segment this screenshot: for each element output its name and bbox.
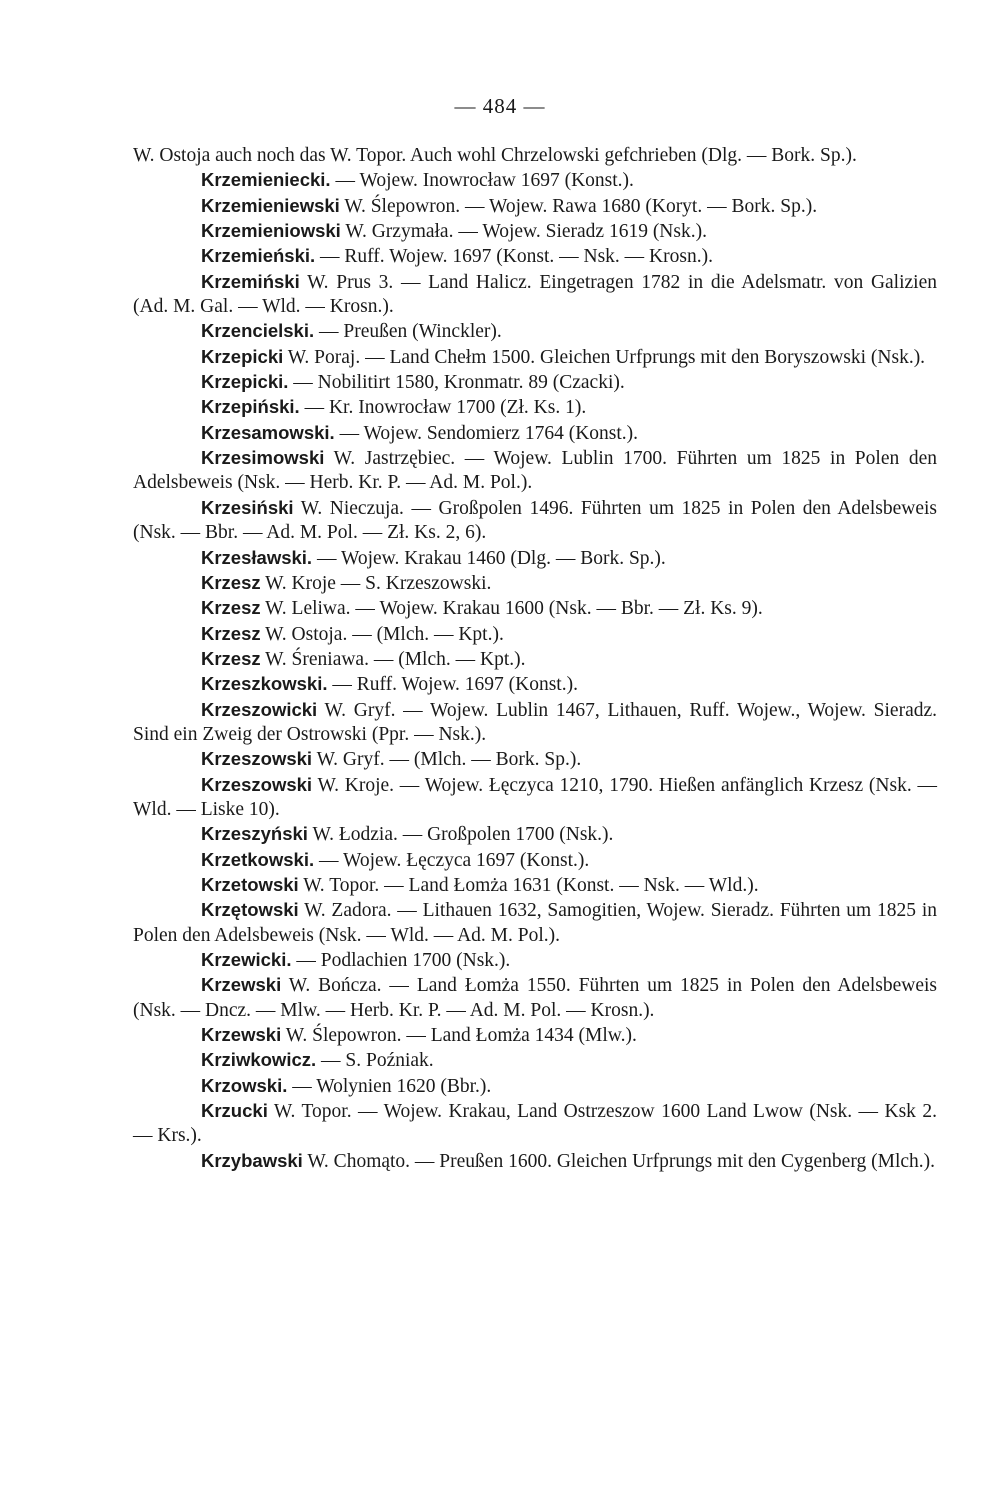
entry-name: Krzesławski. (201, 546, 313, 568)
entry (133, 1099, 937, 1149)
entry-name: Krzepicki (201, 345, 284, 367)
entry (133, 622, 937, 647)
page-number: — 484 — (454, 94, 546, 118)
entry-name: Krzemieński. (201, 245, 316, 267)
entry-name: Krzowski. (201, 1074, 288, 1096)
entry-text: — Wojew. Inowrocław 1697 (Konst.). (330, 170, 634, 192)
entry-name: Krzemieniewski (201, 194, 340, 216)
entry-text: — Nobilitirt 1580, Kronmatr. 89 (Czacki). (288, 372, 625, 394)
entry (133, 1048, 937, 1073)
entry-text: W. Ślepowron. — Wojew. Rawa 1680 (Koryt. — Bork. Sp.). (339, 195, 818, 217)
entry (133, 370, 937, 395)
entry (133, 270, 937, 320)
entry (133, 546, 937, 571)
entry-name: Krzetowski (201, 873, 299, 895)
entry (133, 596, 937, 621)
entry (133, 1074, 937, 1099)
entry-text: W. Prus 3. — Land Halicz. Eingetragen 1782 in die Adelsmatr. von Galizien (Ad. M. Gal. — Wld. — Krosn.). (133, 271, 937, 318)
entry-name: Krzemieniowski (201, 220, 341, 242)
entry-name: Krzeszowski (201, 773, 313, 795)
entry-name: Krzetkowski. (201, 848, 315, 870)
entry (133, 672, 937, 697)
entry-text: W. Topor. — Land Łomża 1631 (Konst. — Nsk. — Wld.). (298, 874, 759, 896)
entry-name: Krzesz (201, 647, 261, 669)
entry-text: W. Bończa. — Land Łomża 1550. Führten um 1825 in Polen den Adelsbeweis (Nsk. — Dncz. — Mlw. — Herb. Kr. P. — Ad. M. Pol. — Krosn.). (133, 975, 937, 1021)
entry (133, 1023, 937, 1048)
entry-text: W. Gryf. — Wojew. Lublin 1467, Lithauen, Ruff. Wojew., Wojew. Sieradz. Sind ein Zweig der Ostrowski (Ppr. — Nsk.). (133, 699, 937, 745)
entry-name: Krzepiński. (201, 396, 300, 418)
entry-text: W. Ostoja. — (Mlch. — Kpt.). (260, 623, 504, 645)
entry-text: W. Śreniawa. — (Mlch. — Kpt.). (260, 648, 526, 670)
entry (133, 144, 937, 168)
entry-name: Krzucki (201, 1100, 268, 1122)
entry-text: — Ruff. Wojew. 1697 (Konst. — Nsk. — Krosn.). (315, 246, 713, 268)
entry-name: Krziwkowicz. (201, 1049, 317, 1071)
entry (133, 345, 937, 370)
entry (133, 1149, 937, 1174)
entry-text: W. Kroje — S. Krzeszowski. (260, 572, 492, 594)
entry (133, 194, 937, 219)
entry-text: — Podlachien 1700 (Nsk.). (291, 950, 511, 971)
entry-name: Krzeszyński (201, 823, 308, 845)
entry-name: Krzeszowski (201, 748, 313, 770)
entry-text: W. Gryf. — (Mlch. — Bork. Sp.). (312, 749, 582, 771)
entry-text: W. Jastrzębiec. — Wojew. Lublin 1700. Führten um 1825 in Polen den Adelsbeweis (Nsk. — Herb. Kr. P. — Ad. M. Pol.). (133, 448, 937, 494)
entry-name: Krzemiński (201, 270, 300, 292)
entry-text: W. Poraj. — Land Chełm 1500. Gleichen Urfprungs mit den Boryszowski (Nsk.). (283, 346, 926, 368)
entry-text: — Kr. Inowrocław 1700 (Zł. Ks. 1). (299, 397, 587, 419)
entry-text: W. Ślepowron. — Land Łomża 1434 (Mlw.). (281, 1025, 637, 1047)
entry (133, 973, 937, 1023)
entry-text: — Preußen (Winckler). (314, 321, 502, 343)
entry-name: Krzemieniecki. (201, 169, 331, 191)
entry-name: Krzeszowicki (201, 698, 318, 720)
entry-name: Krzewski (201, 1024, 282, 1046)
entry-text: — Wolynien 1620 (Bbr.). (287, 1075, 492, 1097)
entry-text: W. Ostoja auch noch das W. Topor. Auch wohl Chrzelowski gefchrieben (Dlg. — Bork. Sp.). (133, 145, 857, 166)
entry-name: Krzybawski (201, 1149, 303, 1171)
entry-text: — Wojew. Krakau 1460 (Dlg. — Bork. Sp.). (312, 547, 666, 569)
entry-name: Krzesiński (201, 496, 294, 518)
entry (133, 848, 937, 873)
entry (133, 219, 937, 244)
entry (133, 773, 937, 823)
entry-text: W. Łodzia. — Großpolen 1700 (Nsk.). (307, 824, 614, 846)
entry (133, 244, 937, 269)
entry-text: — Ruff. Wojew. 1697 (Konst.). (327, 674, 578, 696)
entry (133, 168, 937, 193)
entry-name: Krzepicki. (201, 371, 289, 393)
entry-name: Krzewski (201, 974, 282, 996)
entry-text: W. Topor. — Wojew. Krakau, Land Ostrzeszow 1600 Land Lwow (Nsk. — Ksk 2. — Krs.). (133, 1101, 937, 1147)
entry-name: Krzewicki. (201, 949, 292, 970)
entry-name: Krzencielski. (201, 320, 315, 342)
entry-name: Krzętowski (201, 899, 299, 921)
entry (133, 747, 937, 772)
entry (133, 898, 937, 948)
entry-text: W. Grzymała. — Wojew. Sieradz 1619 (Nsk.). (340, 221, 707, 243)
entry (133, 873, 937, 898)
entry (133, 496, 937, 546)
entry-text: W. Chomąto. — Preußen 1600. Gleichen Urfprungs mit den Cygenberg (Mlch.). (302, 1150, 936, 1172)
entry-text: W. Kroje. — Wojew. Łęczyca 1210, 1790. Hießen anfänglich Krzesz (Nsk. — Wld. — Liske 10). (133, 774, 937, 820)
entry (133, 319, 937, 344)
entry-text: W. Leliwa. — Wojew. Krakau 1600 (Nsk. — Bbr. — Zł. Ks. 9). (260, 598, 763, 620)
entry (133, 698, 937, 748)
entry-list (133, 144, 937, 1174)
entry-name: Krzesz (201, 597, 261, 619)
entry-name: Krzesimowski (201, 447, 325, 469)
entry-name: Krzesamowski. (201, 421, 335, 443)
entry (133, 395, 937, 420)
entry-text: W. Zadora. — Lithauen 1632, Samogitien, Wojew. Sieradz. Führten um 1825 in Polen den Adelsbeweis (Nsk. — Wld. — Ad. M. Pol.). (133, 900, 937, 946)
entry-name: Krzesz (201, 622, 261, 644)
entry (133, 647, 937, 672)
entry-name: Krzeszkowski. (201, 673, 328, 695)
entry-text: — Wojew. Sendomierz 1764 (Konst.). (334, 422, 639, 444)
entry (133, 421, 937, 446)
entry-name: Krzesz (201, 571, 261, 593)
entry (133, 446, 937, 496)
entry (133, 822, 937, 847)
entry-text: W. Nieczuja. — Großpolen 1496. Führten um 1825 in Polen den Adelsbeweis (Nsk. — Bbr. — Ad. M. Pol. — Zł. Ks. 2, 6). (133, 497, 937, 544)
entry (133, 948, 937, 973)
entry-text: — Wojew. Łęczyca 1697 (Konst.). (314, 849, 590, 871)
entry (133, 571, 937, 596)
entry-text: — S. Poźniak. (316, 1050, 434, 1072)
